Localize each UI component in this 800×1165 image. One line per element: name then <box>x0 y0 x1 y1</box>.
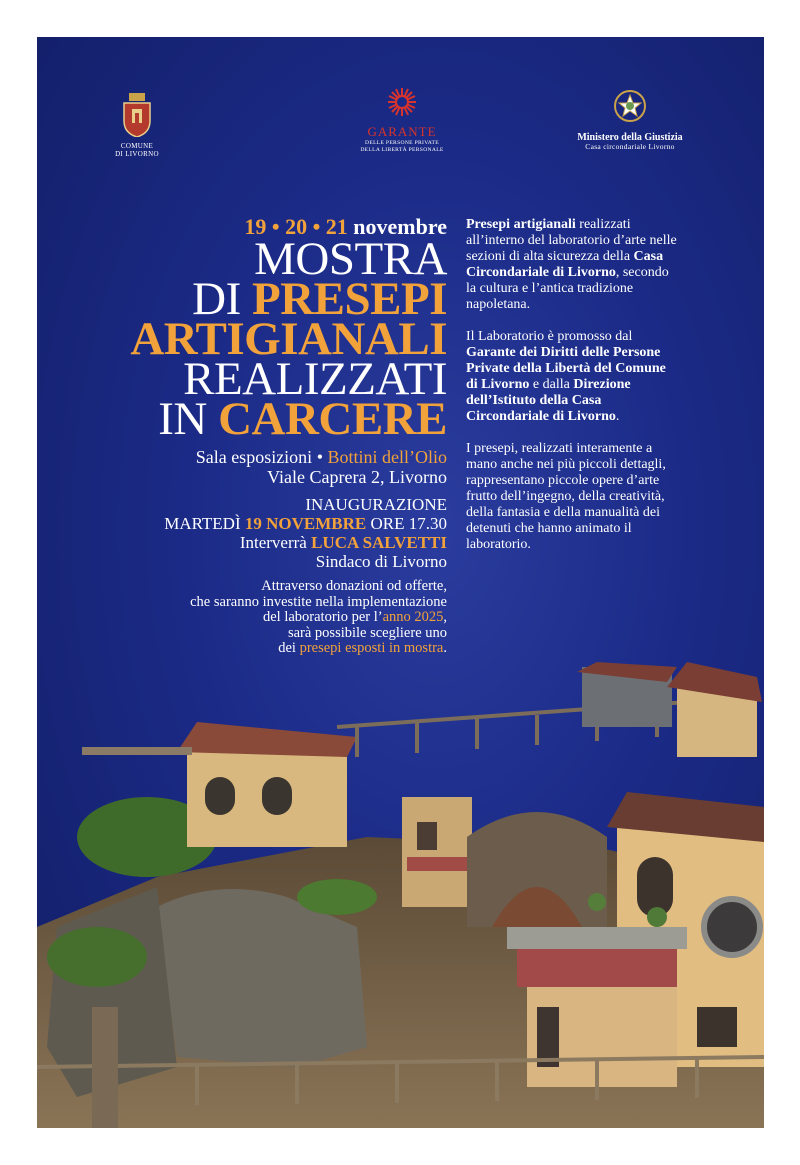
ministero-emblem-icon <box>613 89 647 123</box>
title-presepi: PRESEPI <box>252 273 447 325</box>
comune-crest-icon <box>120 93 154 137</box>
ministero-subtitle: Casa circondariale Livorno <box>585 142 675 151</box>
inauguration-datetime <box>77 514 447 533</box>
nativity-scene-image <box>37 624 764 1128</box>
desc-bold-presepi: Presepi artigianali <box>466 217 576 232</box>
description-block <box>466 217 681 569</box>
speaker-role: Sindaco di Livorno <box>315 552 447 571</box>
date-separator: • <box>266 214 286 239</box>
garante-caption-2: DELLA LIBERTÀ PERSONALE <box>360 146 444 153</box>
title-line-1: MOSTRA <box>254 233 447 285</box>
comune-logo <box>107 93 167 158</box>
inauguration-time: ORE 17.30 <box>366 514 447 533</box>
inauguration-day: MARTEDÌ <box>164 514 245 533</box>
ministero-title: Ministero della Giustizia <box>577 132 683 143</box>
inauguration-date: 19 NOVEMBRE <box>244 514 367 533</box>
title-carcere: CARCERE <box>218 393 447 445</box>
desc-text: e dalla <box>529 377 574 392</box>
inauguration-label: INAUGURAZIONE <box>305 495 447 514</box>
date-20: 20 <box>285 214 308 239</box>
garante-star-icon <box>387 87 417 117</box>
garante-logo <box>352 87 452 153</box>
poster <box>37 37 764 1128</box>
comune-caption-2: DI LIVORNO <box>115 150 159 158</box>
donation-comma: , <box>443 609 447 625</box>
donation-period: . <box>443 640 447 656</box>
donation-dei: dei <box>278 640 300 656</box>
garante-title: GARANTE <box>367 124 437 139</box>
date-separator: • <box>307 214 326 239</box>
title-line-4: REALIZZATI <box>183 353 447 405</box>
garante-caption-1: DELLE PERSONE PRIVATE <box>365 140 439 146</box>
title-line-3: ARTIGIANALI <box>130 313 447 365</box>
title-in: IN <box>158 393 219 445</box>
inauguration-info <box>77 495 447 571</box>
page-title <box>77 233 447 445</box>
title-di: DI <box>192 273 252 325</box>
donation-line-4: sarà possibile scegliere uno <box>287 624 447 641</box>
description-paragraph-1 <box>466 217 681 313</box>
desc-bold-casa: Casa Circondariale di Livorno <box>466 249 664 280</box>
donation-year: anno 2025 <box>382 609 444 625</box>
description-paragraph-3: I presepi, realizzati interamente a mano anche nei più piccoli dettagli, rappresentano piccole opere d’arte frutto dell’ingegno, della creatività, della fantasia e della manualità dei detenuti che hanno animato il laboratorio. <box>466 441 666 552</box>
desc-bold-direzione: Direzione dell’Istituto della Casa Circondariale di Livorno <box>466 377 631 424</box>
inauguration-speaker-line <box>77 533 447 552</box>
donation-line-1: Attraverso donazioni od offerte, <box>261 578 447 594</box>
speaker-name: LUCA SALVETTI <box>311 533 447 552</box>
desc-text: , secondo la cultura e l’antica tradizione napoletana. <box>466 265 669 312</box>
title-line-5 <box>77 393 447 445</box>
desc-text: Il Laboratorio è promosso dal <box>466 329 633 344</box>
speaker-prefix: Interverrà <box>239 533 312 552</box>
venue-room: Sala esposizioni <box>195 447 313 467</box>
donation-highlight: presepi esposti in mostra <box>299 640 444 656</box>
venue-address: Viale Caprera 2, Livorno <box>267 467 447 487</box>
donation-line-2: che saranno investite nella implementazione <box>190 593 447 610</box>
venue-line <box>77 447 447 467</box>
venue-separator: • <box>312 447 328 467</box>
comune-caption-1: COMUNE <box>120 142 154 150</box>
description-paragraph-2 <box>466 329 681 425</box>
donation-line-3 <box>77 610 447 626</box>
donation-text: del laboratorio per l’ <box>262 609 383 625</box>
desc-text: realizzati all’interno del laboratorio d’arte nelle sezioni di alta sicurezza della <box>466 217 677 264</box>
venue-name: Bottini dell’Olio <box>327 447 447 467</box>
desc-bold-garante: Garante dei Diritti delle Persone Private della Libertà del Comune di Livorno <box>466 345 666 392</box>
venue-info <box>77 447 447 487</box>
event-headline-block <box>77 215 447 657</box>
desc-text: . <box>615 409 620 424</box>
date-19: 19 <box>244 214 267 239</box>
date-21: 21 <box>325 214 348 239</box>
ministero-logo <box>565 89 695 151</box>
date-month: novembre <box>347 214 447 239</box>
